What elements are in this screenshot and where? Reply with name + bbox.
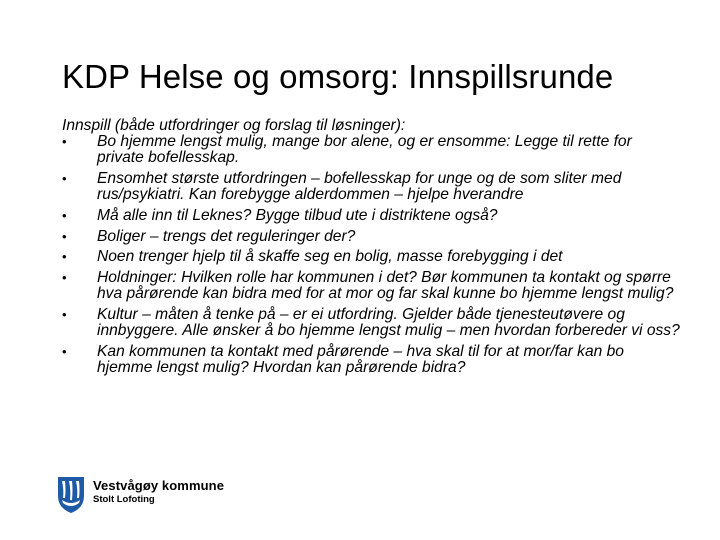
bullet-text: Bo hjemme lengst mulig, mange bor alene, og er ensomme: Legge til rette for private bofellesskap. xyxy=(97,133,632,167)
bullet-text: Boliger – trengs det reguleringer der? xyxy=(97,227,356,245)
bullet-item xyxy=(62,270,682,302)
bullet-text: Holdninger: Hvilken rolle har kommunen i det? Bør kommunen ta kontakt og spørre hva pårørende kan bidra med for at mor og far skal kunne bo hjemme lengst mulig? xyxy=(97,269,674,303)
bullet-text: Ensomhet største utfordringen – bofellesskap for unge og de som sliter med rus/psykiatri. Kan forebygge alderdommen – hjelpe hverandre xyxy=(97,170,622,204)
municipality-name: Vestvågøy kommune xyxy=(93,478,225,493)
bullet-item xyxy=(62,249,682,265)
slide-title: KDP Helse og omsorg: Innspillsrunde xyxy=(62,58,614,95)
intro-text: Innspill (både utfordringer og forslag til løsninger): xyxy=(62,117,406,134)
bullet-item xyxy=(62,307,682,339)
bullet-marker: • xyxy=(62,343,67,359)
bullet-text: Kultur – måten å tenke på – er ei utfordring. Gjelder både tjenesteutøvere og innbyggere. Alle ønsker å bo hjemme lengst mulig – men hvordan forbereder vi oss? xyxy=(97,306,680,340)
bullet-item xyxy=(62,344,682,376)
bullet-item xyxy=(62,171,682,203)
bullet-item xyxy=(62,229,682,245)
bullet-text: Må alle inn til Leknes? Bygge tilbud ute i distriktene også? xyxy=(97,207,498,225)
slide-content xyxy=(62,118,682,381)
bullet-marker: • xyxy=(62,208,67,224)
bullet-item xyxy=(62,134,682,166)
bullet-text: Kan kommunen ta kontakt med pårørende – hva skal til for at mor/far kan bo hjemme lengst mulig? Hvordan kan pårørende bidra? xyxy=(97,342,624,377)
bullet-item xyxy=(62,208,682,224)
crest-icon xyxy=(57,476,85,514)
bullet-marker: • xyxy=(62,307,67,323)
bullet-text: Noen trenger hjelp til å skaffe seg en bolig, masse forebygging i det xyxy=(97,248,563,266)
bullet-list xyxy=(62,134,682,376)
bullet-marker: • xyxy=(62,270,67,286)
municipality-logo xyxy=(57,476,224,514)
municipality-tagline: Stolt Lofoting xyxy=(93,494,155,505)
bullet-marker: • xyxy=(62,171,67,187)
bullet-marker: • xyxy=(62,134,67,150)
bullet-marker: • xyxy=(62,228,67,244)
bullet-marker: • xyxy=(62,249,67,265)
